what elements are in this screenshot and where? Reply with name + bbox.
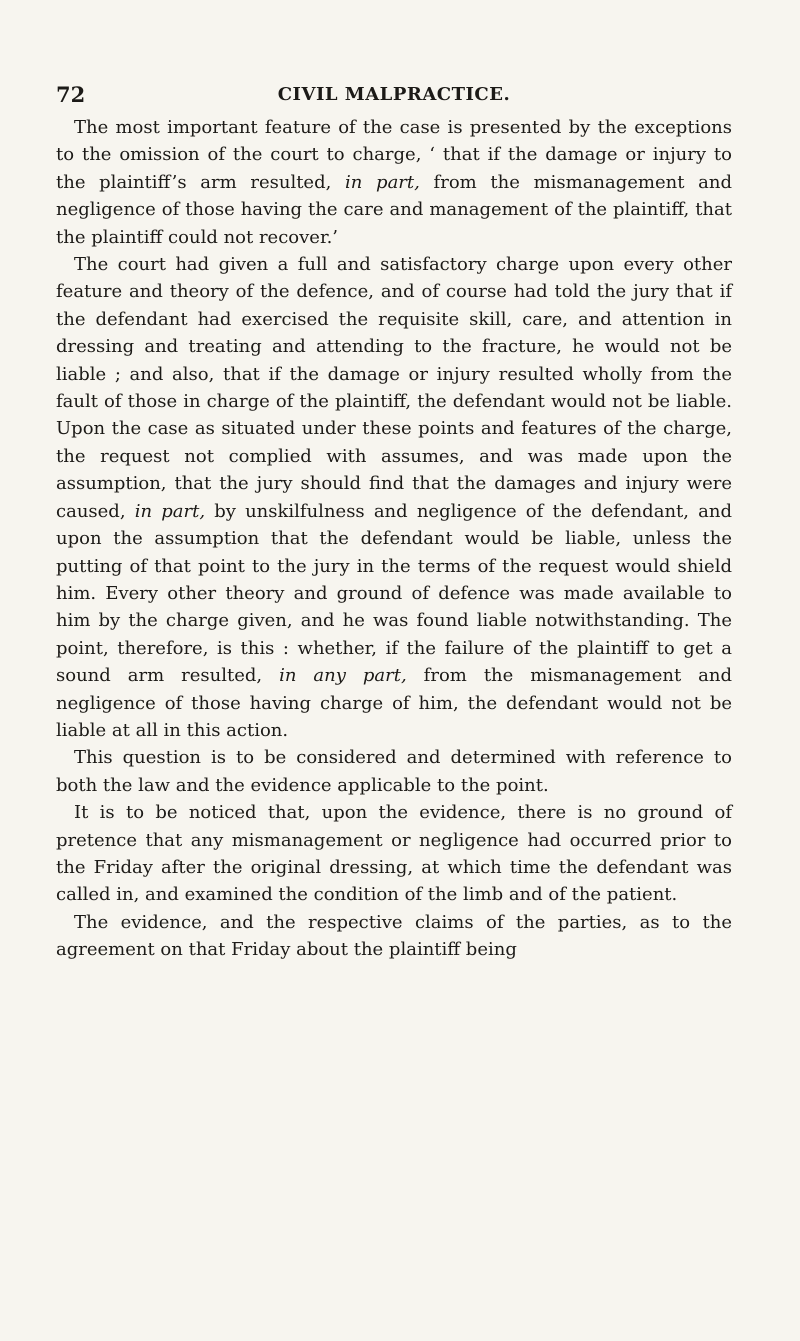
- body-text: [56, 114, 732, 964]
- text-segment: The court had given a full and satisfactory charge upon every other feature and theory of the defence, and of course had told the jury that if the defendant had exercised the requisite skill, care, and attention in dressing and treating and attending to the fracture, he would not be liable ; and also, that if the damage or injury resulted wholly from the fault of those in charge of the plaintiff, the defendant would not be liable. Upon the case as situated under these points and features of the charge, the request not complied with assumes, and was made upon the assumption, that the jury should find that the damages and injury were caused,: [56, 254, 732, 522]
- paragraph-1: [56, 114, 732, 251]
- text-segment: The most important feature of the case is presented by the exceptions to the omission of the court to charge, ‘ that if the damage or injury to the plaintiff’s arm resulted,: [56, 117, 732, 193]
- paragraph-5: [56, 909, 732, 964]
- text-segment: This question is to be considered and determined with reference to both the law and the evidence applicable to the point.: [56, 747, 732, 796]
- italic-phrase: in part,: [134, 500, 206, 522]
- text-segment: by unskilfulness and negligence of the defendant, and upon the assumption that the defendant would be liable, unless the putting of that point to the jury in the terms of the request would shield him. Every other theory and ground of defence was made available to him by the charge given, and he was found liable notwithstanding. The point, therefore, is this : whether, if the failure of the plaintiff to get a sound arm resulted,: [56, 500, 733, 687]
- italic-phrase: in part,: [345, 171, 420, 193]
- running-head: [56, 80, 732, 110]
- text-segment: from the mismanagement and negligence of those having the care and management of the plaintiff, that the plaintiff could not recover.’: [56, 171, 733, 248]
- text-segment: It is to be noticed that, upon the evidence, there is no ground of pretence that any mismanagement or negligence had occurred prior to the Friday after the original dressing, at which time the defendant was called in, and examined the condition of the limb and of the patient.: [56, 802, 732, 906]
- paragraph-4: [56, 799, 732, 909]
- book-page: [56, 80, 732, 964]
- paragraph-3: [56, 744, 732, 799]
- text-segment: from the mismanagement and negligence of those having charge of him, the defendant would not be liable at all in this action.: [56, 665, 733, 741]
- italic-phrase: in any part,: [279, 665, 407, 687]
- text-segment: The evidence, and the respective claims of the parties, as to the agreement on that Friday about the plaintiff being: [56, 911, 732, 961]
- page-number: 72: [56, 82, 86, 107]
- running-title: CIVIL MALPRACTICE.: [277, 84, 511, 105]
- paragraph-2: [56, 251, 732, 744]
